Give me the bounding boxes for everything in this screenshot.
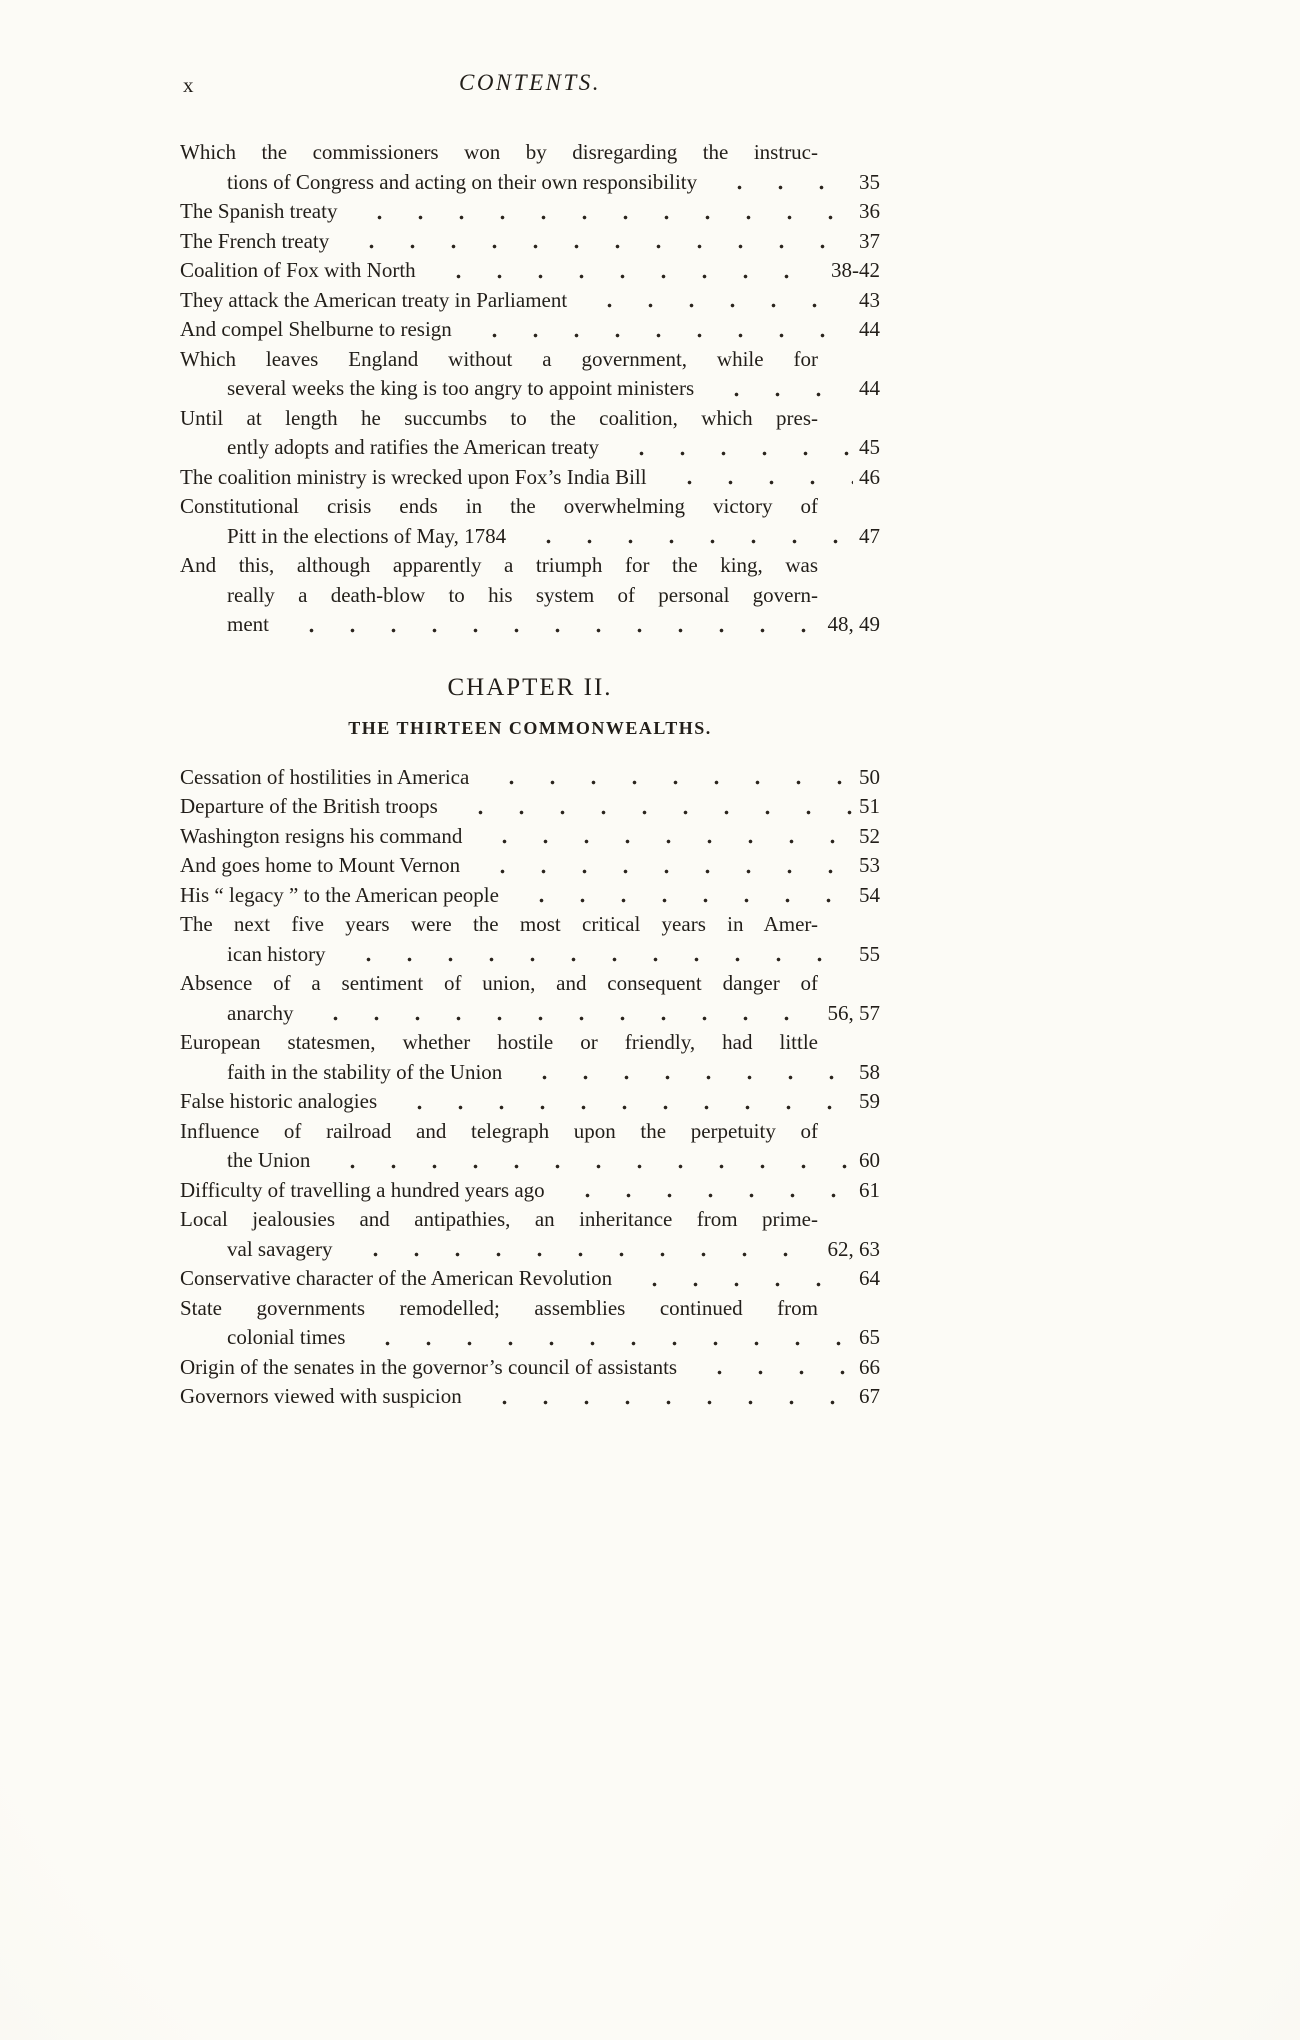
dot-leader — [422, 256, 825, 286]
entry-page-number: 61 — [859, 1177, 880, 1202]
toc-entry — [180, 404, 880, 463]
toc-line — [180, 1028, 880, 1058]
toc-line — [180, 256, 880, 286]
toc-line — [180, 1146, 880, 1176]
toc-entry — [180, 138, 880, 197]
dot-leader — [458, 315, 853, 345]
dot-leader — [335, 227, 853, 257]
dot-leader — [332, 940, 853, 970]
dot-leader — [508, 1058, 853, 1088]
entry-page-number: 46 — [859, 464, 880, 489]
entry-page-number: 38-42 — [831, 258, 880, 282]
entry-text: Origin of the senates in the governor’s council of assistants — [180, 1354, 678, 1379]
toc-section — [180, 674, 880, 1412]
toc-entry — [180, 197, 880, 227]
entry-text: the Union — [227, 1148, 311, 1172]
entry-page-number: 44 — [859, 376, 880, 400]
toc-entry — [180, 1117, 880, 1176]
entry-text: And compel Shelburne to resign — [180, 317, 452, 341]
dot-leader — [505, 881, 853, 911]
toc-line — [180, 1264, 880, 1294]
entry-text: Constitutional crisis ends in the overwhelming victory of — [180, 494, 818, 518]
toc-entry — [180, 1294, 880, 1353]
entry-page-number: 52 — [859, 823, 880, 848]
toc-section — [180, 138, 880, 640]
dot-leader — [339, 1235, 822, 1265]
entry-page-number: 62, 63 — [827, 1236, 880, 1261]
toc-line — [180, 1205, 880, 1235]
entry-text: The French treaty — [180, 228, 330, 253]
entry-text: Absence of a sentiment of union, and consequent danger of — [180, 971, 818, 995]
toc-entry — [180, 227, 880, 257]
entry-page-number: 65 — [859, 1325, 880, 1349]
entry-text: anarchy — [227, 1000, 294, 1025]
toc-line — [180, 910, 880, 940]
toc-line — [180, 940, 880, 970]
toc-entry — [180, 1087, 880, 1117]
entry-page-number: 35 — [859, 169, 880, 194]
page-content — [180, 70, 880, 1412]
dot-leader — [343, 197, 853, 227]
entry-page-number: 50 — [859, 764, 880, 789]
entry-page-number: 44 — [859, 317, 880, 341]
toc-line — [180, 463, 880, 493]
toc-entry — [180, 763, 880, 793]
toc-line — [180, 315, 880, 345]
dot-leader — [573, 286, 853, 316]
toc-line — [180, 197, 880, 227]
toc-line — [180, 1382, 880, 1412]
toc-entry — [180, 463, 880, 493]
toc-line — [180, 345, 880, 375]
entry-text: Pitt in the elections of May, 1784 — [227, 523, 507, 548]
toc-line — [180, 763, 880, 793]
entry-text: really a death-blow to his system of personal govern- — [227, 582, 818, 607]
dot-leader — [653, 463, 853, 493]
entry-page-number: 56, 57 — [827, 1000, 880, 1025]
dot-leader — [275, 610, 822, 640]
toc-entry — [180, 1205, 880, 1264]
entry-text: Which leaves England without a government, while for — [180, 346, 818, 371]
dot-leader — [700, 374, 853, 404]
entry-page-number: 36 — [859, 199, 880, 223]
toc-line — [180, 969, 880, 999]
toc-line — [180, 492, 880, 522]
dot-leader — [512, 522, 853, 552]
dot-leader — [351, 1323, 853, 1353]
dot-leader — [299, 999, 821, 1029]
toc-entry — [180, 1353, 880, 1383]
toc-entry — [180, 1264, 880, 1294]
entry-text: The next five years were the most critical years in Amer- — [180, 912, 818, 936]
toc-line — [180, 168, 880, 198]
entry-page-number: 48, 49 — [827, 612, 880, 636]
entry-page-number: 53 — [859, 853, 880, 877]
toc-line — [180, 286, 880, 316]
toc-line — [180, 1353, 880, 1383]
entry-text: ment — [227, 612, 269, 636]
entry-text: European statesmen, whether hostile or friendly, had little — [180, 1030, 818, 1054]
toc-entry — [180, 1028, 880, 1087]
entry-text: faith in the stability of the Union — [227, 1059, 503, 1084]
toc-line — [180, 999, 880, 1029]
toc-line — [180, 581, 880, 611]
toc-line — [180, 1087, 880, 1117]
page-header — [180, 70, 880, 102]
toc-line — [180, 227, 880, 257]
entry-text: val savagery — [227, 1236, 333, 1261]
toc-line — [180, 792, 880, 822]
entry-text: Cessation of hostilities in America — [180, 764, 470, 789]
entry-text: colonial times — [227, 1325, 346, 1349]
entry-text: They attack the American treaty in Parliament — [180, 287, 568, 312]
toc-entry — [180, 1382, 880, 1412]
toc-entry — [180, 792, 880, 822]
entry-text: State governments remodelled; assemblies continued from — [180, 1295, 818, 1320]
toc-line — [180, 1294, 880, 1324]
entry-page-number: 51 — [859, 794, 880, 818]
toc-line — [180, 1117, 880, 1147]
entry-text: Until at length he succumbs to the coalition, which pres- — [180, 405, 818, 430]
dot-leader — [551, 1176, 853, 1206]
entry-text: Difficulty of travelling a hundred years ago — [180, 1177, 545, 1202]
toc-line — [180, 374, 880, 404]
entry-text: several weeks the king is too angry to appoint ministers — [227, 376, 695, 400]
entry-text: The Spanish treaty — [180, 199, 338, 223]
entry-text: ently adopts and ratifies the American treaty — [227, 435, 600, 459]
toc-entry — [180, 851, 880, 881]
toc-line — [180, 1176, 880, 1206]
dot-leader — [316, 1146, 853, 1176]
toc-line — [180, 610, 880, 640]
entry-text: Influence of railroad and telegraph upon the perpetuity of — [180, 1118, 818, 1143]
entry-text: ican history — [227, 941, 326, 966]
toc-sections — [180, 138, 880, 1412]
entry-text: And this, although apparently a triumph for the king, was — [180, 553, 818, 577]
toc-line — [180, 1058, 880, 1088]
entry-text: False historic analogies — [180, 1089, 378, 1113]
toc-line — [180, 404, 880, 434]
toc-line — [180, 551, 880, 581]
entries — [180, 138, 880, 640]
toc-entry — [180, 256, 880, 286]
toc-entry — [180, 969, 880, 1028]
entry-page-number: 66 — [859, 1354, 880, 1379]
running-head: CONTENTS. — [458, 70, 601, 95]
toc-entry — [180, 822, 880, 852]
entry-text: Which the commissioners won by disregarding the instruc- — [180, 140, 818, 164]
toc-line — [180, 822, 880, 852]
entry-page-number: 67 — [859, 1384, 880, 1408]
entry-page-number: 58 — [859, 1059, 880, 1084]
toc-line — [180, 851, 880, 881]
entry-text: And goes home to Mount Vernon — [180, 853, 461, 877]
folio-page-number: x — [183, 73, 194, 97]
entry-page-number: 45 — [859, 435, 880, 459]
dot-leader — [605, 433, 853, 463]
toc-line — [180, 433, 880, 463]
dot-leader — [475, 763, 853, 793]
entry-text: Washington resigns his command — [180, 823, 463, 848]
chapter-subheading: THE THIRTEEN COMMONWEALTHS. — [348, 717, 712, 738]
dot-leader — [466, 851, 853, 881]
toc-entry — [180, 1176, 880, 1206]
entry-page-number: 64 — [859, 1266, 880, 1290]
dot-leader — [683, 1353, 853, 1383]
entry-page-number: 47 — [859, 523, 880, 548]
dot-leader — [468, 1382, 853, 1412]
toc-entry — [180, 881, 880, 911]
entry-page-number: 59 — [859, 1089, 880, 1113]
entry-text: Conservative character of the American Revolution — [180, 1266, 613, 1290]
entry-page-number: 43 — [859, 287, 880, 312]
entry-page-number: 60 — [859, 1148, 880, 1172]
entry-text: Departure of the British troops — [180, 794, 438, 818]
dot-leader — [468, 822, 853, 852]
dot-leader — [444, 792, 853, 822]
entry-page-number: 37 — [859, 228, 880, 253]
entry-page-number: 55 — [859, 941, 880, 966]
entry-text: Local jealousies and antipathies, an inheritance from prime- — [180, 1207, 818, 1231]
chapter-heading: CHAPTER II. — [447, 673, 613, 701]
toc-entry — [180, 315, 880, 345]
toc-entry — [180, 910, 880, 969]
entry-page-number: 54 — [859, 882, 880, 907]
toc-line — [180, 138, 880, 168]
dot-leader — [703, 168, 853, 198]
toc-entry — [180, 492, 880, 551]
entry-text: Governors viewed with suspicion — [180, 1384, 462, 1408]
toc-line — [180, 881, 880, 911]
entry-text: Coalition of Fox with North — [180, 258, 416, 282]
entry-text: tions of Congress and acting on their own responsibility — [227, 169, 698, 194]
entry-text: His “ legacy ” to the American people — [180, 882, 499, 907]
toc-entry — [180, 286, 880, 316]
dot-leader — [618, 1264, 853, 1294]
entry-text: The coalition ministry is wrecked upon Fox’s India Bill — [180, 464, 647, 489]
toc-line — [180, 522, 880, 552]
toc-line — [180, 1235, 880, 1265]
toc-entry — [180, 551, 880, 640]
toc-line — [180, 1323, 880, 1353]
toc-entry — [180, 345, 880, 404]
dot-leader — [383, 1087, 853, 1117]
entries — [180, 763, 880, 1412]
